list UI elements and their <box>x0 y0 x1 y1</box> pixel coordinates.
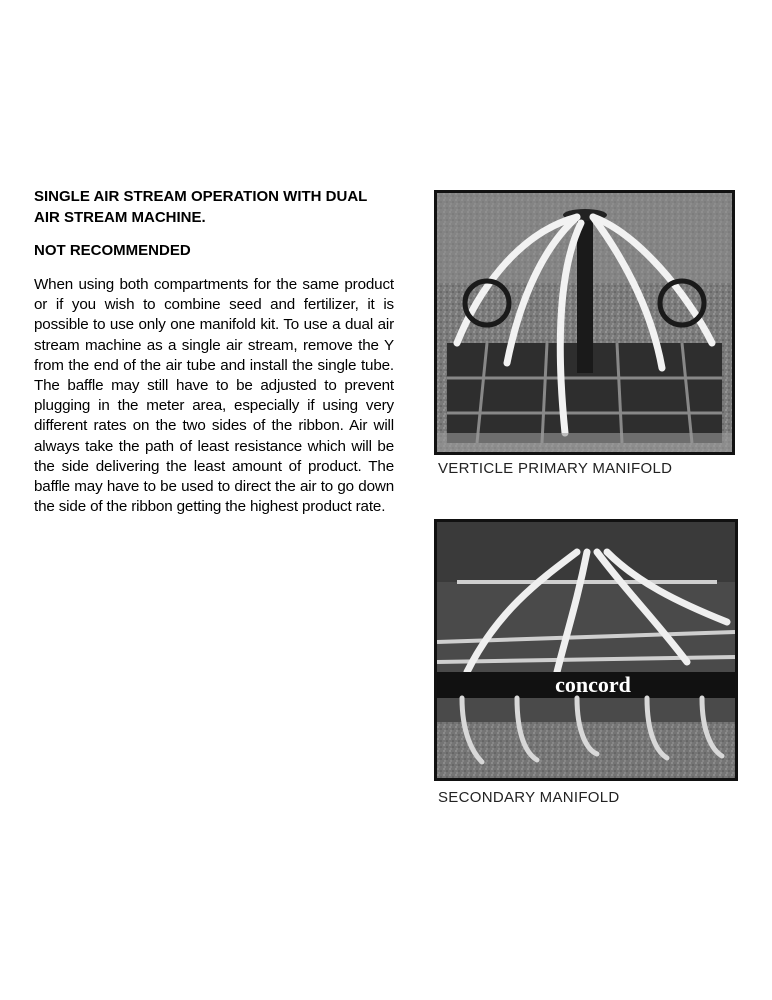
primary-manifold-photo <box>434 190 735 455</box>
section-subtitle: NOT RECOMMENDED <box>34 242 191 259</box>
secondary-manifold-caption: SECONDARY MANIFOLD <box>438 789 620 806</box>
secondary-manifold-photo <box>434 519 738 781</box>
instructions-column <box>34 186 394 533</box>
section-title: SINGLE AIR STREAM OPERATION WITH DUAL AIR STREAM MACHINE. <box>34 188 368 226</box>
section-body: When using both compartments for the same product or if you wish to combine seed and fertilizer, it is possible to use only one manifold kit. To use a dual air stream machine as a single air stream, remove the Y from the end of the air tube and install the single tube. The baffle may still have to be adjusted to prevent plugging in the meter area, especially if using very different rates on the two sides of the ribbon. Air will always take the path of least resistance which will be the side delivering the least amount of product. The baffle may have to be used to direct the air to go down the side of the ribbon getting the highest product rate. <box>34 276 394 516</box>
concord-brand-text: concord <box>555 672 631 697</box>
primary-manifold-caption: VERTICLE PRIMARY MANIFOLD <box>438 460 673 477</box>
